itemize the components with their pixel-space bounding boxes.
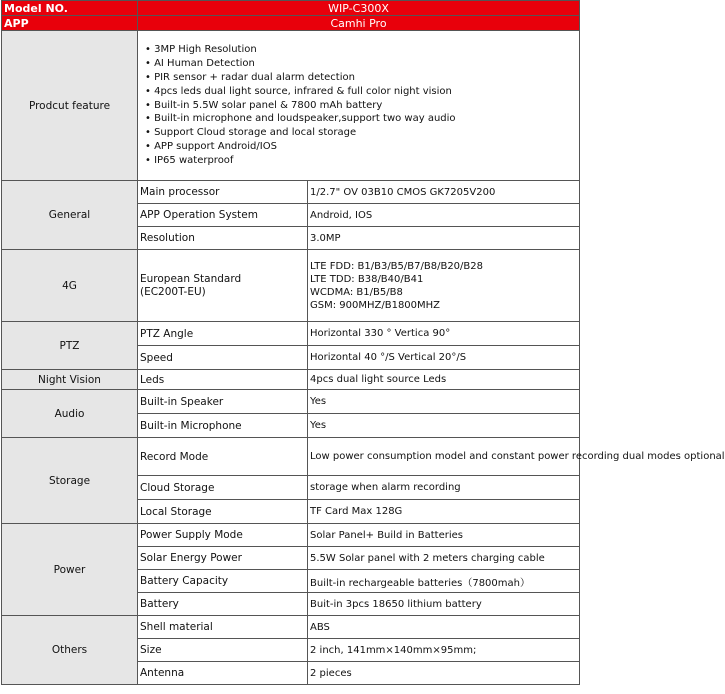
spec-name: Speed xyxy=(138,346,308,370)
category-others: Others xyxy=(2,616,138,685)
table-row xyxy=(2,524,580,547)
spec-name: APP Operation System xyxy=(138,204,308,227)
app-value: Camhi Pro xyxy=(138,16,580,31)
spec-value-line: LTE FDD: B1/B3/B5/B7/B8/B20/B28 xyxy=(310,260,483,272)
spec-value: 3.0MP xyxy=(308,227,580,250)
spec-value: Yes xyxy=(308,414,580,438)
spec-name: Local Storage xyxy=(138,500,308,524)
spec-name: Battery Capacity xyxy=(138,570,308,593)
spec-value: Low power consumption model and constant power recording dual modes optional xyxy=(308,438,580,476)
table-row xyxy=(2,616,580,639)
feature-item: • PIR sensor + radar dual alarm detection xyxy=(145,71,577,85)
spec-name: Power Supply Mode xyxy=(138,524,308,547)
spec-name-line: (EC200T-EU) xyxy=(140,285,206,298)
spec-name xyxy=(138,250,308,322)
spec-value: storage when alarm recording xyxy=(308,476,580,500)
spec-name: Battery xyxy=(138,593,308,616)
spec-name: Cloud Storage xyxy=(138,476,308,500)
spec-name: Shell material xyxy=(138,616,308,639)
spec-value: 2 pieces xyxy=(308,662,580,685)
feature-item: • 4pcs leds dual light source, infrared & full color night vision xyxy=(145,85,577,99)
spec-value: Solar Panel+ Build in Batteries xyxy=(308,524,580,547)
spec-value: TF Card Max 128G xyxy=(308,500,580,524)
category-night-vision: Night Vision xyxy=(2,370,138,390)
spec-value-line: LTE TDD: B38/B40/B41 xyxy=(310,273,424,285)
model-row xyxy=(2,1,580,16)
spec-name: Solar Energy Power xyxy=(138,547,308,570)
app-row xyxy=(2,16,580,31)
spec-table xyxy=(1,0,725,685)
feature-label: Prodcut feature xyxy=(2,31,138,181)
spec-name: Built-in Microphone xyxy=(138,414,308,438)
spec-name: Antenna xyxy=(138,662,308,685)
spec-name: Size xyxy=(138,639,308,662)
spec-value: 1/2.7" OV 03B10 CMOS GK7205V200 xyxy=(308,181,580,204)
spec-value-line: WCDMA: B1/B5/B8 xyxy=(310,286,403,298)
spec-value: ABS xyxy=(308,616,580,639)
spec-value: 5.5W Solar panel with 2 meters charging cable xyxy=(308,547,580,570)
table-row xyxy=(2,250,580,322)
table-row xyxy=(2,390,580,414)
app-label: APP xyxy=(2,16,138,31)
spec-name: Built-in Speaker xyxy=(138,390,308,414)
spec-name: Leds xyxy=(138,370,308,390)
table-row xyxy=(2,370,580,390)
feature-item: • Built-in 5.5W solar panel & 7800 mAh battery xyxy=(145,99,577,113)
spec-value: Android, IOS xyxy=(308,204,580,227)
spec-value: Horizontal 330 ° Vertica 90° xyxy=(308,322,580,346)
feature-item: • IP65 waterproof xyxy=(145,154,577,168)
model-label: Model NO. xyxy=(2,1,138,16)
feature-item: • Built-in microphone and loudspeaker,support two way audio xyxy=(145,112,577,126)
spec-value: Buit-in 3pcs 18650 lithium battery xyxy=(308,593,580,616)
feature-item: • 3MP High Resolution xyxy=(145,43,577,57)
category-ptz: PTZ xyxy=(2,322,138,370)
spec-value: Horizontal 40 °/S Vertical 20°/S xyxy=(308,346,580,370)
feature-item: • AI Human Detection xyxy=(145,57,577,71)
feature-list xyxy=(140,43,577,167)
spec-name-line: European Standard xyxy=(140,272,242,285)
feature-row xyxy=(2,31,580,181)
category-power: Power xyxy=(2,524,138,616)
spec-name: PTZ Angle xyxy=(138,322,308,346)
spec-value: 2 inch, 141mm×140mm×95mm; xyxy=(308,639,580,662)
spec-name: Resolution xyxy=(138,227,308,250)
spec-name: Main processor xyxy=(138,181,308,204)
category-audio: Audio xyxy=(2,390,138,438)
feature-list-cell xyxy=(138,31,580,181)
table-row xyxy=(2,438,580,476)
category-storage: Storage xyxy=(2,438,138,524)
category-general: General xyxy=(2,181,138,250)
spec-value: Yes xyxy=(308,390,580,414)
spec-value: Built-in rechargeable batteries（7800mah） xyxy=(308,570,580,593)
model-value: WIP-C300X xyxy=(138,1,580,16)
feature-item: • APP support Android/IOS xyxy=(145,140,577,154)
spec-value: 4pcs dual light source Leds xyxy=(308,370,580,390)
table-row xyxy=(2,181,580,204)
spec-value-line: GSM: 900MHZ/B1800MHZ xyxy=(310,299,441,311)
category-4g: 4G xyxy=(2,250,138,322)
feature-item: • Support Cloud storage and local storage xyxy=(145,126,577,140)
table-row xyxy=(2,322,580,346)
spec-value xyxy=(308,250,580,322)
spec-name: Record Mode xyxy=(138,438,308,476)
